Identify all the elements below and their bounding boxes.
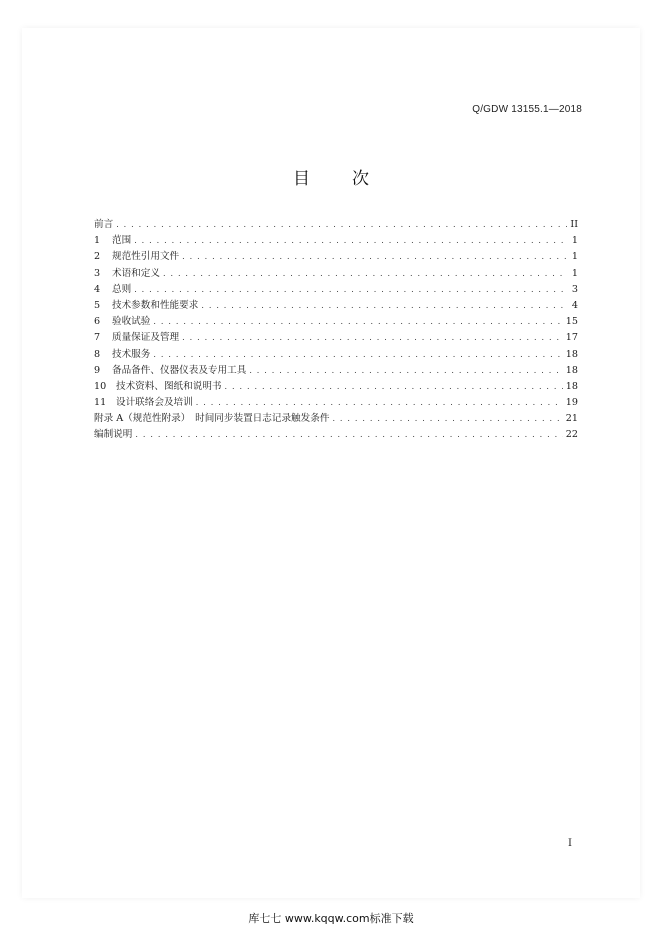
toc-entry-number: 10	[94, 380, 107, 392]
toc-dot-leader	[249, 363, 562, 379]
toc-title-char-1: 目	[293, 169, 310, 189]
toc-entry-label: 技术服务	[112, 348, 151, 360]
toc-entry-number: 4	[94, 283, 101, 295]
toc-entry-page: 18	[565, 364, 578, 376]
toc-entry-label: 术语和定义	[112, 267, 160, 279]
toc-entry-page: 3	[571, 283, 578, 295]
toc-entry-page: 17	[565, 332, 578, 344]
toc-entry-page: 19	[565, 397, 578, 409]
toc-entry-page: 1	[571, 235, 578, 247]
document-code: Q/GDW 13155.1—2018	[472, 104, 582, 115]
toc-entry-page: II	[570, 219, 578, 230]
toc-entry-appendix-a[interactable]	[94, 411, 578, 427]
toc-list	[94, 217, 578, 444]
page-number: I	[568, 838, 572, 849]
toc-entry-label: 技术参数和性能要求	[112, 299, 199, 311]
toc-entry-label: 技术资料、图纸和说明书	[116, 380, 222, 392]
toc-dot-leader	[134, 233, 567, 249]
toc-dot-leader	[182, 330, 563, 346]
toc-dot-leader	[332, 411, 562, 427]
toc-entry-number: 5	[94, 299, 101, 311]
toc-entry-page: 21	[565, 413, 578, 425]
toc-entry-1[interactable]	[94, 233, 578, 249]
toc-entry-11[interactable]	[94, 395, 578, 411]
document-page	[22, 28, 640, 898]
toc-entry-page: 18	[565, 348, 578, 360]
toc-entry-8[interactable]	[94, 347, 578, 363]
toc-entry-page: 22	[565, 429, 578, 441]
toc-entry-6[interactable]	[94, 314, 578, 330]
toc-entry-2[interactable]	[94, 249, 578, 265]
toc-entry-number: 6	[94, 316, 101, 328]
toc-entry-label: 备品备件、仪器仪表及专用工具	[112, 364, 247, 376]
footer-watermark-link[interactable]: 库七七 www.kqqw.com标准下载	[248, 912, 414, 925]
toc-entry-4[interactable]	[94, 282, 578, 298]
toc-entry-page: 15	[565, 316, 578, 328]
toc-entry-number: 9	[94, 364, 101, 376]
toc-entry-page: 4	[571, 299, 578, 311]
toc-entry-number: 1	[94, 235, 101, 247]
toc-entry-label: 附录 A（规范性附录） 时间同步装置日志记录触发条件	[94, 413, 330, 425]
toc-entry-7[interactable]	[94, 330, 578, 346]
toc-entry-10[interactable]	[94, 379, 578, 395]
toc-title-char-2: 次	[352, 169, 369, 189]
toc-entry-number: 3	[94, 267, 101, 279]
toc-entry-page: 1	[571, 251, 578, 263]
toc-entry-3[interactable]	[94, 266, 578, 282]
toc-entry-number: 11	[94, 397, 107, 409]
toc-entry-page: 1	[571, 267, 578, 279]
toc-dot-leader	[225, 379, 563, 395]
toc-entry-number: 7	[94, 332, 101, 344]
toc-dot-leader	[163, 266, 567, 282]
toc-dot-leader	[153, 347, 562, 363]
toc-entry-number: 8	[94, 348, 101, 360]
toc-dot-leader	[134, 282, 567, 298]
toc-dot-leader	[196, 395, 563, 411]
toc-entry-label: 总则	[112, 283, 132, 295]
toc-entry-label: 验收试验	[112, 316, 151, 328]
toc-dot-leader	[182, 249, 567, 265]
toc-entry-label: 范围	[112, 235, 132, 247]
toc-entry-page: 18	[565, 380, 578, 392]
toc-entry-number: 2	[94, 251, 101, 263]
toc-dot-leader	[153, 314, 562, 330]
toc-entry-label: 规范性引用文件	[112, 251, 180, 263]
toc-dot-leader	[116, 217, 567, 233]
toc-entry-label: 编制说明	[94, 429, 133, 441]
toc-entry-label: 质量保证及管理	[112, 332, 180, 344]
toc-title	[0, 164, 662, 189]
toc-entry-label: 前言	[94, 219, 114, 230]
toc-dot-leader	[201, 298, 567, 314]
toc-entry-foreword[interactable]	[94, 217, 578, 233]
toc-entry-9[interactable]	[94, 363, 578, 379]
toc-entry-label: 设计联络会及培训	[116, 397, 193, 409]
toc-entry-compilation-notes[interactable]	[94, 427, 578, 443]
toc-entry-5[interactable]	[94, 298, 578, 314]
toc-dot-leader	[135, 427, 562, 443]
